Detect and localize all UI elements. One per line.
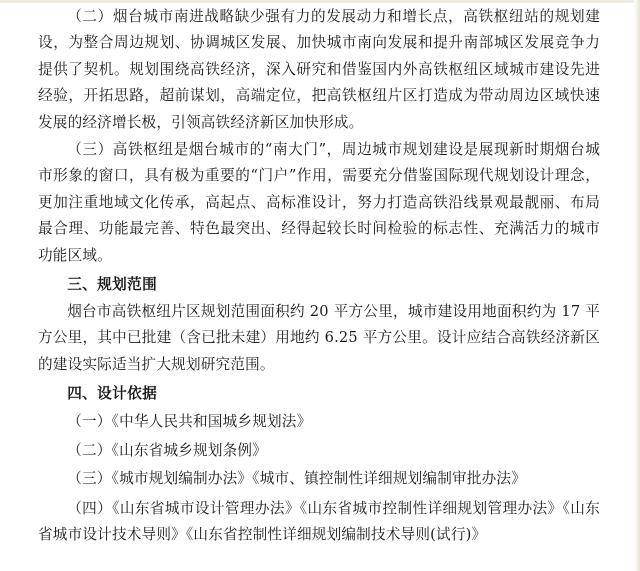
basis-item-4: （四）《山东省城市设计管理办法》《山东省城市控制性详细规划管理办法》《山东省城市设计技术导则》《山东省控制性详细规划编制技术导则(试行)》 (38, 499, 600, 544)
page-right-edge (634, 0, 640, 571)
document-body (38, 4, 600, 549)
heading-planning-scope: 三、规划范围 (67, 276, 158, 294)
basis-item-2: （二）《山东省城乡规划条例》 (67, 441, 268, 459)
heading-design-basis: 四、设计依据 (67, 385, 158, 403)
paragraph-section-2: （二）烟台城市南进战略缺少强有力的发展动力和增长点，高铁枢纽站的规划建设，为整合周边规划、协调城区发展、加快城市南向发展和提升南部城区发展竞争力提供了契机。规划围绕高铁经济，深入研究和借鉴国内外高铁枢纽区域城市建设先进经验，开拓思路，超前谋划，高端定位，把高铁枢纽片区打造成为带动周边区域快速发展的经济增长极，引领高铁经济新区加快形成。 (38, 8, 600, 131)
paragraph-planning-scope: 烟台市高铁枢纽片区规划范围面积约 20 平方公里，城市建设用地面积约为 17 平方公里，其中已批建（含已批未建）用地约 6.25 平方公里。设计应结合高铁经济新区的建设实际适当扩大规划研究范围。 (38, 303, 600, 373)
basis-item-3: （三）《城市规划编制办法》《城市、镇控制性详细规划编制审批办法》 (67, 470, 526, 488)
page-top-edge (0, 0, 640, 3)
paragraph-section-3: （三）高铁枢纽是烟台城市的“南大门”，周边城市规划建设是展现新时期烟台城市形象的窗口，具有极为重要的“门户”作用，需要充分借鉴国际现代规划设计理念，更加注重地域文化传承，高起点、高标准设计，努力打造高铁沿线景观最靓丽、布局最合理、功能最完善、特色最突出、经得起较长时间检验的标志性、充满活力的城市功能区域。 (38, 141, 600, 264)
basis-item-1: （一）《中华人民共和国城乡规划法》 (67, 413, 312, 431)
